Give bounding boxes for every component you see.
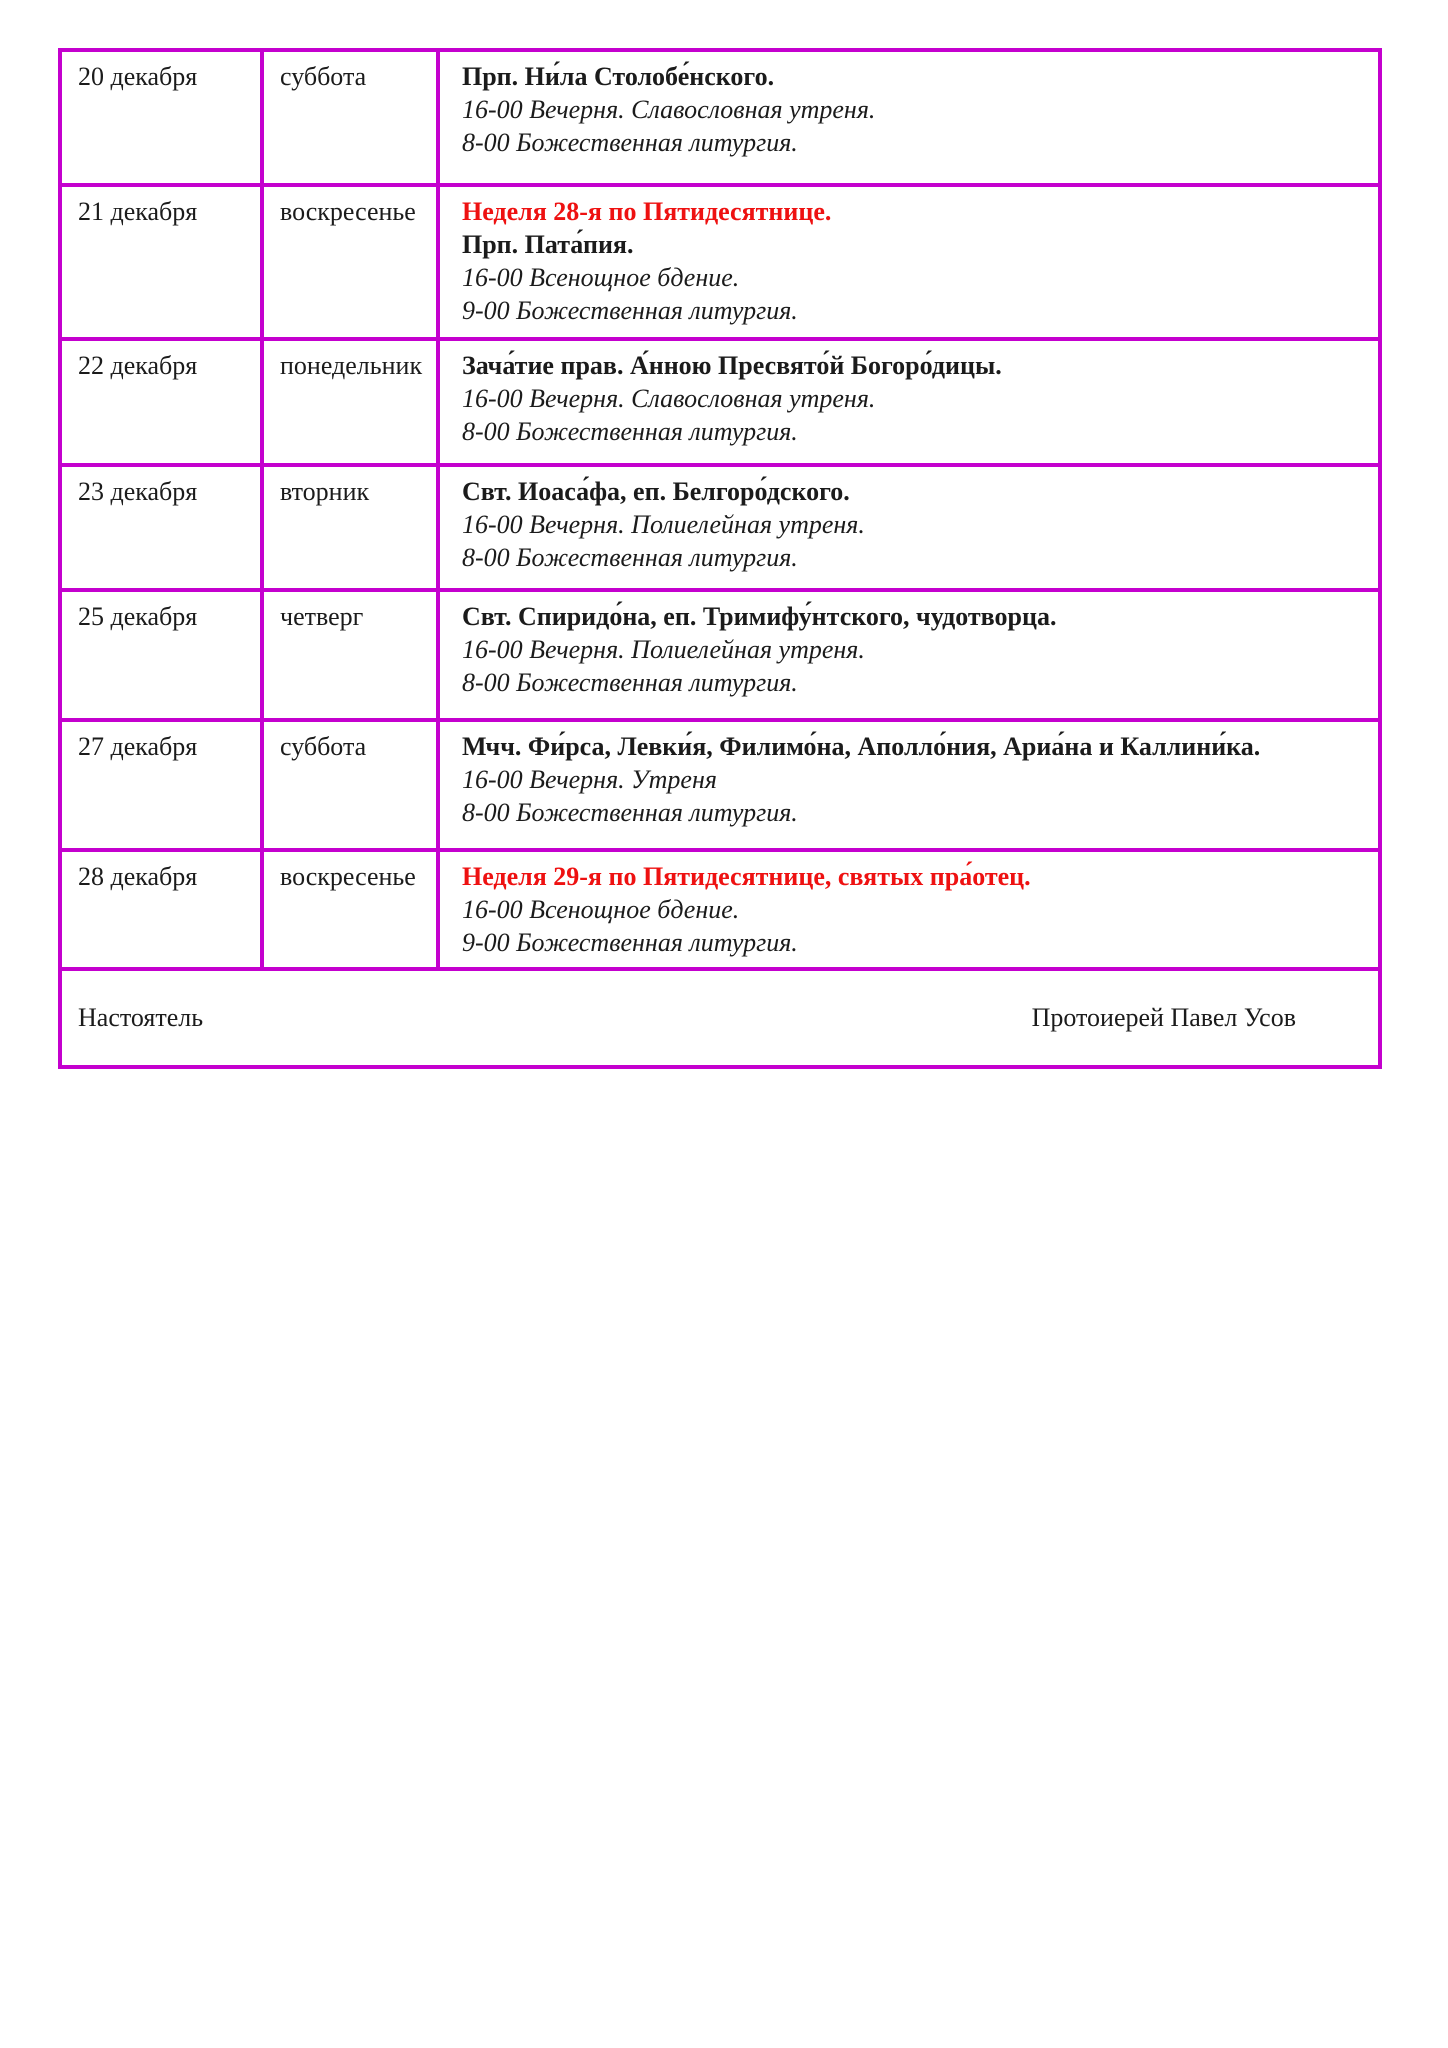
feast-title: Мчч. Фи́рса, Левки́я, Филимо́на, Аполло́ния, Ариа́на и Каллини́ка.: [462, 732, 1261, 761]
service-line: 16-00 Вечерня. Славословная утреня.: [462, 384, 876, 413]
date-cell: 27 декабря: [62, 722, 264, 848]
weekday-cell: понедельник: [264, 341, 440, 463]
service-line: 16-00 Вечерня. Полиелейная утреня.: [462, 510, 865, 539]
weekday-cell: суббота: [264, 722, 440, 848]
service-line: 8-00 Божественная литургия.: [462, 543, 798, 572]
weekday-cell: вторник: [264, 467, 440, 588]
service-line: 16-00 Вечерня. Полиелейная утреня.: [462, 635, 865, 664]
description-cell: [440, 467, 1378, 588]
description-cell: [440, 187, 1378, 337]
date-cell: 22 декабря: [62, 341, 264, 463]
table-row: [62, 722, 1378, 852]
schedule-table: [58, 48, 1382, 1069]
weekday-cell: суббота: [264, 52, 440, 183]
weekday-cell: воскресенье: [264, 187, 440, 337]
description-cell: [440, 341, 1378, 463]
weekday-cell: воскресенье: [264, 852, 440, 967]
service-line: 16-00 Вечерня. Славословная утреня.: [462, 95, 876, 124]
service-line: 9-00 Божественная литургия.: [462, 296, 798, 325]
table-row: [62, 467, 1378, 592]
sunday-title: Неделя 28-я по Пятидесятнице.: [462, 197, 832, 226]
service-line: 8-00 Божественная литургия.: [462, 798, 798, 827]
description-cell: [440, 52, 1378, 183]
description-cell: [440, 592, 1378, 718]
table-row: [62, 592, 1378, 722]
table-row: [62, 187, 1378, 341]
table-row: [62, 852, 1378, 971]
service-line: 16-00 Всенощное бдение.: [462, 263, 740, 292]
feast-title: Свт. Иоаса́фа, еп. Белгоро́дского.: [462, 477, 850, 506]
date-cell: 23 декабря: [62, 467, 264, 588]
feast-title: Прп. Пата́пия.: [462, 230, 634, 259]
sunday-title: Неделя 29-я по Пятидесятнице, святых пра́отец.: [462, 862, 1031, 891]
table-row: [62, 341, 1378, 467]
table-row: [62, 52, 1378, 187]
date-cell: 20 декабря: [62, 52, 264, 183]
description-cell: [440, 852, 1378, 967]
feast-title: Зача́тие прав. А́нною Пресвято́й Богоро́дицы.: [462, 351, 1002, 380]
rector-name: Протоиерей Павел Усов: [1031, 1003, 1296, 1032]
date-cell: 28 декабря: [62, 852, 264, 967]
signature-row: [62, 971, 1378, 1065]
feast-title: Прп. Ни́ла Столобе́нского.: [462, 62, 775, 91]
date-cell: 21 декабря: [62, 187, 264, 337]
weekday-cell: четверг: [264, 592, 440, 718]
service-line: 8-00 Божественная литургия.: [462, 417, 798, 446]
description-cell: [440, 722, 1378, 848]
service-line: 8-00 Божественная литургия.: [462, 668, 798, 697]
feast-title: Свт. Спиридо́на, еп. Тримифу́нтского, чудотворца.: [462, 602, 1057, 631]
service-line: 16-00 Вечерня. Утреня: [462, 765, 717, 794]
service-line: 9-00 Божественная литургия.: [462, 928, 798, 957]
date-cell: 25 декабря: [62, 592, 264, 718]
rector-label: Настоятель: [78, 1003, 204, 1032]
service-line: 16-00 Всенощное бдение.: [462, 895, 740, 924]
service-line: 8-00 Божественная литургия.: [462, 128, 798, 157]
